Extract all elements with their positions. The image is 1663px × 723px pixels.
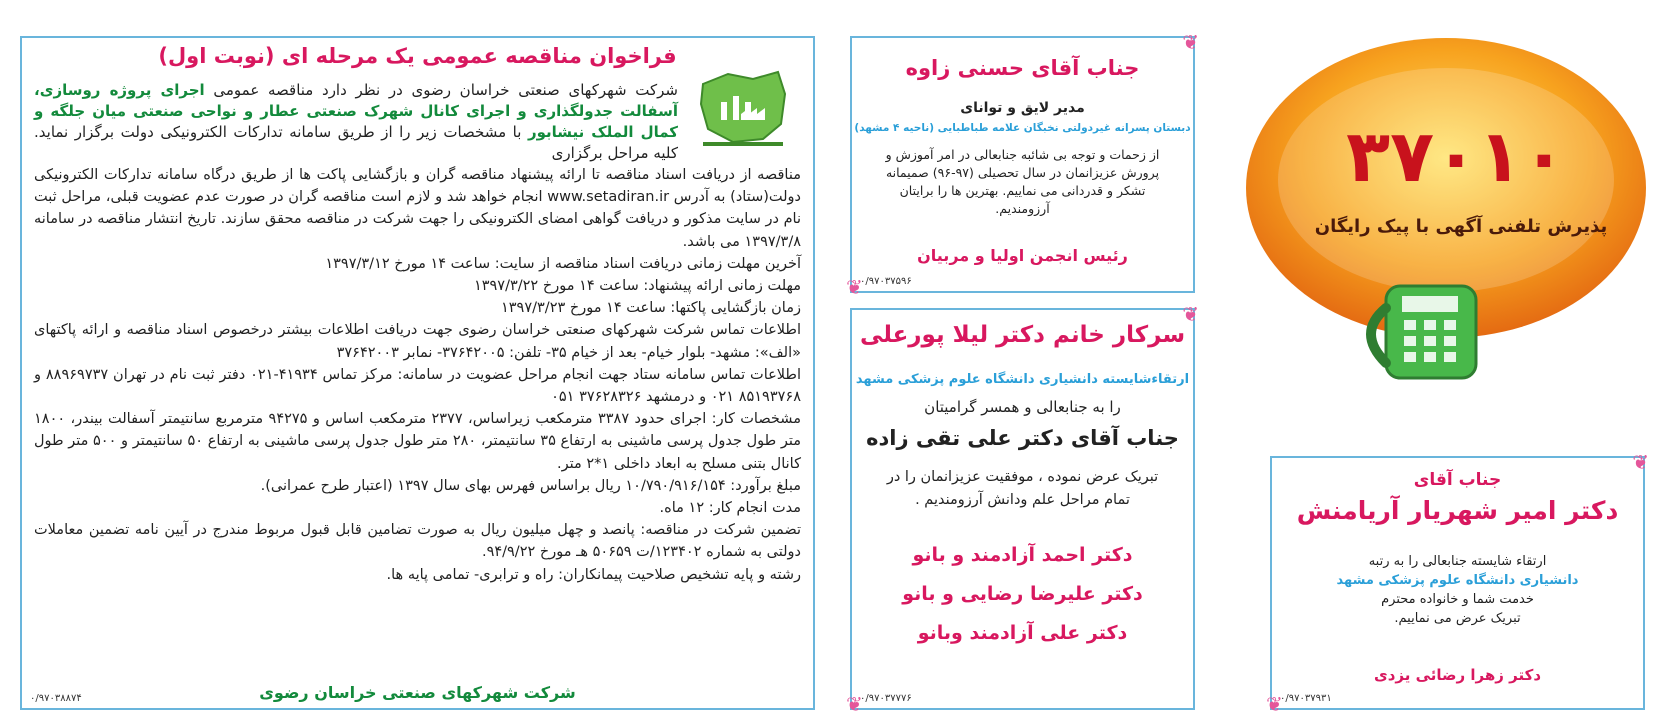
ad-title: جناب آقای حسنی زاوه [905,56,1140,80]
congrats-ad-ariamanesh [1266,450,1649,716]
flourish-icon: ❦ [1182,302,1199,326]
tender-intro-project: اجرای پروژه روسازی، آسفالت جدولگذاری و اجرای کانال شهرک صنعتی عطار و نواحی صنعتی میان جلگه و کمال الملک نیشابور [34,81,678,141]
flourish-icon: ❦ [846,275,863,299]
tender-paragraph: اطلاعات تماس شرکت شهرکهای صنعتی خراسان رضوی جهت دریافت اطلاعات بیشتر درخصوص اسناد مناقصه و ارائه پاکتهای «الف»: مشهد- بلوار خیام- بعد از خیام ۳۵- تلفن: ۳۷۶۴۲۰۰۵- نمابر ۳۷۶۴۲۰۰۳ [34,322,801,361]
phone-ad-promo [1244,18,1658,418]
ad-line: ارتقاء شایسته جنابعالی را به رتبه [1368,554,1547,569]
tender-intro-tail: با مشخصات زیر را از طریق سامانه تدارکات الکترونیکی دولت برگزار نماید. کلیه مراحل برگزاری [34,123,678,162]
promotion-line: دانشیاری دانشگاه علوم پزشکی مشهد [1336,573,1579,588]
ad-signature: دکتر احمد آزادمند و بانو [912,544,1133,566]
honoree-name: دکتر امیر شهریار آریامنش [1296,496,1619,525]
tender-ad [20,36,815,710]
ad-line: را به جنابعالی و همسر گرامیتان [924,398,1121,416]
tender-body [34,164,801,586]
ad-code: ۰/۹۷۰۳۷۹۳۱ [1280,693,1332,704]
ad-line: خدمت شما و خانواده محترم [1381,592,1534,607]
school-name: دبستان پسرانه غیردولتی نخبگان علامه طباطبایی (ناحیه ۴ مشهد) [854,122,1191,134]
tender-company: شرکت شهرکهای صنعتی خراسان رضوی [259,683,576,702]
thanks-ad-zaveh [846,30,1199,299]
ad-signature: دکتر زهرا رضائی یزدی [1373,666,1542,684]
flourish-icon: ❦ [1632,450,1649,474]
flourish-icon: ❦ [1266,692,1283,716]
ad-title: جناب آقای [1413,470,1502,490]
ad-body [1292,552,1623,628]
tender-paragraph: مشخصات کار: اجرای حدود ۳۳۸۷ مترمکعب زیراساس، ۲۳۷۷ مترمکعب اساس و ۹۴۲۷۵ مترمربع سانتیمتر آسفالت بیندر، ۱۸۰۰ متر طول جدول پرسی ماشینی به ارتفاع ۳۵ سانتیمتر، ۲۸۰ متر طول جدول پرسی ماشینی به ارتفاع ۵۰ سانتیمتر و ۵۰۰ متر طول کانال بتنی مسلح به ابعاد داخلی ۱*۲ متر. [34,411,801,472]
tender-paragraph: مناقصه از دریافت اسناد مناقصه تا ارائه پیشنهاد مناقصه گران و بازگشایی پاکت ها از طریق درگاه سامانه تدارکات الکترونیکی دولت(ستاد) به آدرس www.setadiran.ir انجام خواهد شد و لازم است مناقصه گران در صورت عدم عضویت قبلی، مراحل ثبت نام در سایت مذکور و دریافت گواهی امضای الکترونیکی را جهت شرکت در مناقصه محقق سازند. تاریخ انتشار مناقصه در سامانه ۱۳۹۷/۳/۸ می باشد. [34,167,801,250]
industrial-map-logo-icon [693,64,793,149]
ad-body: از زحمات و توجه بی شائبه جنابعالی در امر آموزش و پرورش عزیزانمان در سال تحصیلی (۹۷-۹۶) صمیمانه تشکر و قدردانی می نماییم. بهترین ها را برایتان آرزومندیم. [885,147,1160,216]
flourish-icon: ❦ [1182,30,1199,54]
tender-paragraph: آخرین مهلت زمانی دریافت اسناد مناقصه از سایت: ساعت ۱۴ مورخ ۱۳۹۷/۳/۱۲ [325,255,801,272]
honoree-name: جناب آقای دکتر علی تقی زاده [866,426,1179,450]
ad-code: ۰/۹۷۰۳۷۵۹۶ [860,276,912,287]
tender-paragraph: تضمین شرکت در مناقصه: پانصد و چهل میلیون ریال به صورت تضامین قابل قبول مربوط مندرج در آیین نامه تضمین معاملات دولتی به شماره ۱۲۳۴۰۲/ت ۵۰۶۵۹ هـ مورخ ۹۴/۹/۲۲. [34,522,801,561]
ad-code: ۰/۹۷۰۳۷۷۷۶ [860,693,912,704]
ad-code: ۰/۹۷۰۳۸۸۷۴ [30,693,82,704]
tender-paragraph: مهلت زمانی ارائه پیشنهاد: ساعت ۱۴ مورخ ۱۳۹۷/۳/۲۲ [473,278,801,295]
ad-signature: دکتر علی آزادمند وبانو [917,622,1128,644]
promotion-line: ارتقاءشایسته دانشیاری دانشگاه علوم پزشکی مشهد [855,372,1190,387]
tender-paragraph: زمان بازگشایی پاکتها: ساعت ۱۴ مورخ ۱۳۹۷/۳/۲۳ [500,300,801,317]
tender-paragraph: مبلغ برآورد: ۱۰/۷۹۰/۹۱۶/۱۵۴ ریال براساس فهرس بهای سال ۱۳۹۷ (اعتبار طرح عمرانی). [260,477,801,494]
ad-signature: رئیس انجمن اولیا و مربیان [917,246,1128,265]
flourish-icon: ❦ [846,692,863,716]
promo-text: پذیرش تلفنی آگهی با پیک رایگان [1314,216,1608,237]
tender-intro [34,80,678,164]
ad-title: سرکار خانم دکتر لیلا پورعلی [859,322,1186,348]
tender-intro-plain: شرکت شهرکهای صنعتی خراسان رضوی در نظر دارد مناقصه عمومی [213,81,678,99]
ad-subtitle: مدیر لایق و توانای [960,100,1085,116]
tender-title: فراخوان مناقصه عمومی یک مرحله ای (نوبت اول) [158,44,677,68]
tender-paragraph: اطلاعات تماس سامانه ستاد جهت انجام مراحل عضویت در سامانه: مرکز تماس ۴۱۹۳۴-۰۲۱ دفتر ثبت نام در تهران ۸۸۹۶۹۷۳۷ و ۸۵۱۹۳۷۶۸ ۰۲۱ و درمشهد ۳۷۶۲۸۳۲۶ ۰۵۱ [34,366,801,406]
ad-line: تبریک عرض می نماییم. [1394,611,1521,626]
promo-phone-number: ۳۷۰۱۰ [1346,114,1566,198]
ad-body: تبریک عرض نموده ، موفقیت عزیزانمان را در تمام مراحل علم ودانش آرزومندیم . [886,469,1159,508]
tender-paragraph: مدت انجام کار: ۱۲ ماه. [659,500,801,517]
ad-signature: دکتر علیرضا رضایی و بانو [902,583,1143,605]
ad-signatures [852,536,1193,653]
congrats-ad-pourali [846,302,1199,716]
tender-paragraph: رشته و پایه تشخیص صلاحیت پیمانکاران: راه و ترابری- تمامی پایه ها. [386,566,801,583]
